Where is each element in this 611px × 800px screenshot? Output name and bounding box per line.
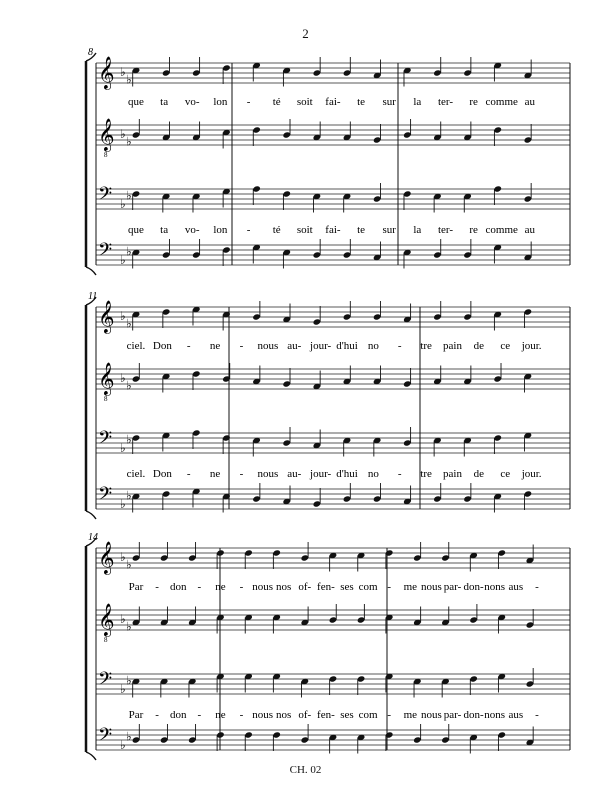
lyric-syllable: Par bbox=[128, 581, 144, 593]
lyric-syllable: - bbox=[155, 709, 159, 721]
bass-clef-icon: 𝄢 bbox=[98, 428, 113, 453]
staff-1 bbox=[96, 300, 570, 334]
bass-clef-icon: 𝄢 bbox=[98, 669, 113, 694]
flat-icon: ♭ bbox=[126, 619, 132, 634]
lyric-syllable: ta bbox=[160, 96, 169, 108]
lyric-syllable: soit bbox=[296, 224, 313, 236]
flat-icon: ♭ bbox=[120, 497, 126, 511]
lyric-syllable: sur bbox=[382, 224, 396, 236]
lyric-syllable: nous bbox=[421, 581, 442, 593]
lyric-syllable: ce bbox=[500, 468, 511, 480]
bracket-bottom-hook bbox=[86, 752, 96, 760]
bass-clef-icon: 𝄢 bbox=[98, 240, 113, 265]
lyric-syllable: - bbox=[239, 340, 244, 352]
lyric-syllable: d'hui bbox=[336, 340, 358, 352]
lyric-syllable: d'hui bbox=[336, 468, 358, 480]
lyric-syllable: au- bbox=[287, 340, 302, 352]
measure-number: 11 bbox=[88, 291, 98, 302]
lyric-syllable: soit bbox=[296, 96, 313, 108]
lyric-syllable: au- bbox=[287, 468, 302, 480]
lyric-syllable: ne bbox=[209, 340, 221, 352]
lyric-syllable: - bbox=[246, 96, 251, 108]
lyric-syllable: comme bbox=[485, 224, 518, 236]
bracket-bottom-hook bbox=[86, 267, 96, 275]
lyrics-line bbox=[129, 581, 539, 593]
lyric-syllable: pain bbox=[443, 468, 462, 480]
treble-clef-icon: 𝄞 bbox=[98, 541, 115, 574]
lyric-syllable: - bbox=[239, 468, 244, 480]
bass-clef-icon: 𝄢 bbox=[98, 184, 113, 209]
lyric-syllable: - bbox=[397, 340, 402, 352]
lyric-syllable: of- bbox=[298, 581, 312, 593]
lyric-syllable: re bbox=[469, 96, 478, 108]
lyric-syllable: nos bbox=[276, 709, 292, 721]
flat-icon: ♭ bbox=[120, 253, 126, 267]
lyric-syllable: nous bbox=[257, 340, 279, 352]
lyric-syllable: jour- bbox=[310, 340, 332, 352]
flat-icon: ♭ bbox=[120, 197, 126, 211]
lyric-syllable: tre bbox=[420, 340, 432, 352]
lyric-syllable: don- bbox=[463, 581, 484, 593]
lyric-syllable: vo- bbox=[184, 96, 200, 108]
lyric-syllable: que bbox=[128, 224, 144, 236]
lyric-syllable: no bbox=[367, 468, 379, 480]
lyrics-line bbox=[127, 468, 542, 480]
lyric-syllable: nos bbox=[276, 581, 292, 593]
flat-icon: ♭ bbox=[126, 244, 132, 259]
lyric-syllable: fai- bbox=[325, 96, 341, 108]
lyric-syllable: par- bbox=[443, 581, 462, 593]
lyric-syllable: of- bbox=[298, 709, 312, 721]
lyric-syllable: nous bbox=[421, 709, 442, 721]
flat-icon: ♭ bbox=[126, 488, 132, 503]
lyric-syllable: ciel. bbox=[126, 468, 146, 480]
flat-icon: ♭ bbox=[120, 441, 126, 455]
lyric-syllable: - bbox=[239, 709, 244, 721]
lyric-syllable: - bbox=[535, 581, 539, 593]
system-1 bbox=[86, 47, 570, 275]
measure-number: 8 bbox=[88, 47, 93, 58]
lyric-syllable: ses bbox=[340, 581, 354, 593]
bracket-bottom-hook bbox=[86, 511, 96, 519]
lyric-syllable: la bbox=[413, 224, 422, 236]
flat-icon: ♭ bbox=[120, 612, 126, 626]
lyric-syllable: jour. bbox=[521, 340, 542, 352]
lyric-syllable: - bbox=[186, 340, 191, 352]
lyric-syllable: sur bbox=[382, 96, 396, 108]
staff-3 bbox=[96, 669, 570, 696]
flat-icon: ♭ bbox=[126, 72, 132, 87]
bass-clef-icon: 𝄢 bbox=[98, 484, 113, 509]
lyric-syllable: fai- bbox=[325, 224, 341, 236]
lyric-syllable: nons bbox=[484, 581, 506, 593]
lyric-syllable: lon bbox=[213, 96, 228, 108]
lyric-syllable: don bbox=[169, 581, 187, 593]
lyric-syllable: don bbox=[169, 709, 187, 721]
system-2 bbox=[86, 291, 570, 519]
lyric-syllable: com bbox=[358, 581, 378, 593]
lyric-syllable: jour- bbox=[310, 468, 332, 480]
lyric-syllable: - bbox=[239, 581, 244, 593]
flat-icon: ♭ bbox=[126, 316, 132, 331]
lyric-syllable: comme bbox=[485, 96, 518, 108]
bass-clef-icon: 𝄢 bbox=[98, 725, 113, 750]
lyrics-line bbox=[128, 224, 535, 236]
lyric-syllable: ter- bbox=[437, 96, 453, 108]
lyrics-line bbox=[127, 340, 542, 352]
lyric-syllable: - bbox=[155, 581, 159, 593]
lyrics-line bbox=[129, 709, 539, 721]
lyric-syllable: té bbox=[272, 96, 281, 108]
lyric-syllable: te bbox=[357, 224, 366, 236]
lyric-syllable: - bbox=[197, 581, 202, 593]
lyric-syllable: aus bbox=[508, 709, 524, 721]
staff-3 bbox=[96, 428, 570, 455]
lyric-syllable: fen- bbox=[317, 581, 335, 593]
lyric-syllable: de bbox=[473, 468, 485, 480]
flat-icon: ♭ bbox=[120, 738, 126, 752]
flat-icon: ♭ bbox=[126, 729, 132, 744]
flat-icon: ♭ bbox=[126, 557, 132, 572]
octave-marker: 8 bbox=[104, 636, 108, 644]
octave-marker: 8 bbox=[104, 151, 108, 159]
lyric-syllable: ne bbox=[215, 581, 226, 593]
treble-clef-icon: 𝄞 bbox=[98, 56, 115, 89]
lyric-syllable: no bbox=[367, 340, 379, 352]
treble-clef-icon: 𝄞 bbox=[98, 300, 115, 333]
lyric-syllable: nous bbox=[257, 468, 279, 480]
flat-icon: ♭ bbox=[126, 432, 132, 447]
lyric-syllable: nous bbox=[252, 709, 273, 721]
flat-icon: ♭ bbox=[126, 673, 132, 688]
flat-icon: ♭ bbox=[120, 682, 126, 696]
lyric-syllable: Par bbox=[128, 709, 144, 721]
flat-icon: ♭ bbox=[120, 309, 126, 323]
lyric-syllable: - bbox=[535, 709, 539, 721]
treble-clef-icon: 𝄞 bbox=[98, 118, 115, 151]
lyric-syllable: te bbox=[357, 96, 366, 108]
lyric-syllable: - bbox=[397, 468, 402, 480]
page-footer: CH. 02 bbox=[289, 764, 322, 776]
lyric-syllable: de bbox=[473, 340, 485, 352]
lyric-syllable: - bbox=[246, 224, 251, 236]
lyric-syllable: la bbox=[413, 96, 422, 108]
lyric-syllable: ne bbox=[209, 468, 221, 480]
lyric-syllable: jour. bbox=[521, 468, 542, 480]
measure-number: 14 bbox=[88, 532, 98, 543]
flat-icon: ♭ bbox=[126, 188, 132, 203]
lyric-syllable: vo- bbox=[184, 224, 200, 236]
lyric-syllable: fen- bbox=[317, 709, 335, 721]
lyric-syllable: nous bbox=[252, 581, 273, 593]
lyric-syllable: Don bbox=[152, 340, 172, 352]
octave-marker: 8 bbox=[104, 395, 108, 403]
lyric-syllable: - bbox=[387, 581, 392, 593]
lyric-syllable: té bbox=[272, 224, 281, 236]
lyric-syllable: ciel. bbox=[126, 340, 146, 352]
flat-icon: ♭ bbox=[120, 371, 126, 385]
lyric-syllable: ses bbox=[340, 709, 354, 721]
page-number: 2 bbox=[302, 26, 309, 41]
lyric-syllable: - bbox=[186, 468, 191, 480]
treble-clef-icon: 𝄞 bbox=[98, 362, 115, 395]
flat-icon: ♭ bbox=[120, 65, 126, 79]
lyric-syllable: ce bbox=[500, 340, 511, 352]
lyric-syllable: que bbox=[128, 96, 144, 108]
lyric-syllable: com bbox=[358, 709, 378, 721]
treble-clef-icon: 𝄞 bbox=[98, 603, 115, 636]
lyric-syllable: au bbox=[524, 224, 536, 236]
lyric-syllable: lon bbox=[213, 224, 228, 236]
lyric-syllable: me bbox=[403, 709, 418, 721]
lyric-syllable: re bbox=[469, 224, 478, 236]
lyric-syllable: don- bbox=[463, 709, 484, 721]
lyric-syllable: nons bbox=[484, 709, 506, 721]
lyric-syllable: - bbox=[197, 709, 202, 721]
lyric-syllable: ta bbox=[160, 224, 169, 236]
staff-2 bbox=[96, 362, 570, 403]
lyric-syllable: Don bbox=[152, 468, 172, 480]
flat-icon: ♭ bbox=[126, 378, 132, 393]
lyric-syllable: ter- bbox=[437, 224, 453, 236]
lyric-syllable: au bbox=[524, 96, 536, 108]
flat-icon: ♭ bbox=[120, 550, 126, 564]
lyric-syllable: me bbox=[403, 581, 418, 593]
lyric-syllable: tre bbox=[420, 468, 432, 480]
lyric-syllable: - bbox=[387, 709, 392, 721]
lyric-syllable: ne bbox=[215, 709, 226, 721]
flat-icon: ♭ bbox=[120, 127, 126, 141]
lyric-syllable: pain bbox=[443, 340, 462, 352]
flat-icon: ♭ bbox=[126, 134, 132, 149]
lyric-syllable: aus bbox=[508, 581, 524, 593]
lyrics-line bbox=[128, 96, 535, 108]
system-3 bbox=[86, 532, 570, 760]
lyric-syllable: par- bbox=[443, 709, 462, 721]
